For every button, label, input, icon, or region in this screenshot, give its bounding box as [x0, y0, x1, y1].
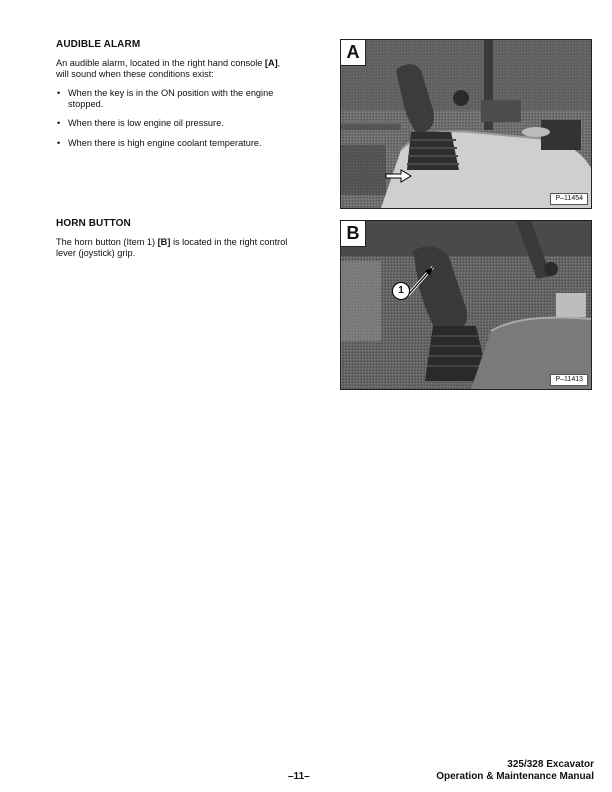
figure-a-photo: [340, 39, 592, 209]
audible-alarm-intro: [56, 58, 308, 79]
figure-b-ref: P–11413: [550, 374, 588, 386]
bullet-text: When there is high engine coolant temperature.: [68, 138, 262, 148]
figure-b-photo: [340, 220, 592, 390]
bullet-dot: •: [57, 118, 61, 128]
intro-text: An audible alarm, located in the right hand console: [56, 58, 265, 68]
intro-comma: ,: [277, 58, 281, 68]
horn-button-heading: HORN BUTTON: [56, 218, 131, 229]
figure-a-ref: P–11454: [550, 193, 588, 205]
page-number: –11–: [288, 771, 310, 782]
alarm-bullet-oil-pressure: [56, 118, 308, 129]
alarm-bullet-coolant-temp: [56, 138, 308, 149]
manual-title-name: Operation & Maintenance Manual: [436, 770, 594, 782]
figure-b-image: [341, 221, 591, 389]
bullet-text: When the key is in the ON position with the engine stopped.: [68, 88, 274, 109]
manual-title-model: 325/328 Excavator: [507, 759, 594, 770]
horn-figure-ref: [B]: [157, 237, 171, 247]
intro-figure-ref: [A]: [264, 58, 278, 68]
figure-b-label: B: [341, 221, 366, 247]
horn-text: The horn button (Item 1): [56, 237, 158, 247]
figure-a-label: A: [341, 40, 366, 66]
bullet-dot: •: [57, 138, 61, 148]
intro-text-line2: will sound when these conditions exist:: [56, 68, 214, 79]
alarm-bullet-key-on: [56, 88, 308, 109]
bullet-dot: •: [57, 88, 61, 98]
horn-button-callout: 1: [392, 282, 410, 300]
manual-title: [436, 759, 594, 782]
audible-alarm-heading: AUDIBLE ALARM: [56, 39, 141, 50]
bullet-text: When there is low engine oil pressure.: [68, 118, 224, 128]
figure-a-image: [341, 40, 591, 208]
horn-text-rest: is located in the right control lever (joystick) grip.: [56, 237, 288, 258]
horn-button-text: [56, 237, 308, 258]
